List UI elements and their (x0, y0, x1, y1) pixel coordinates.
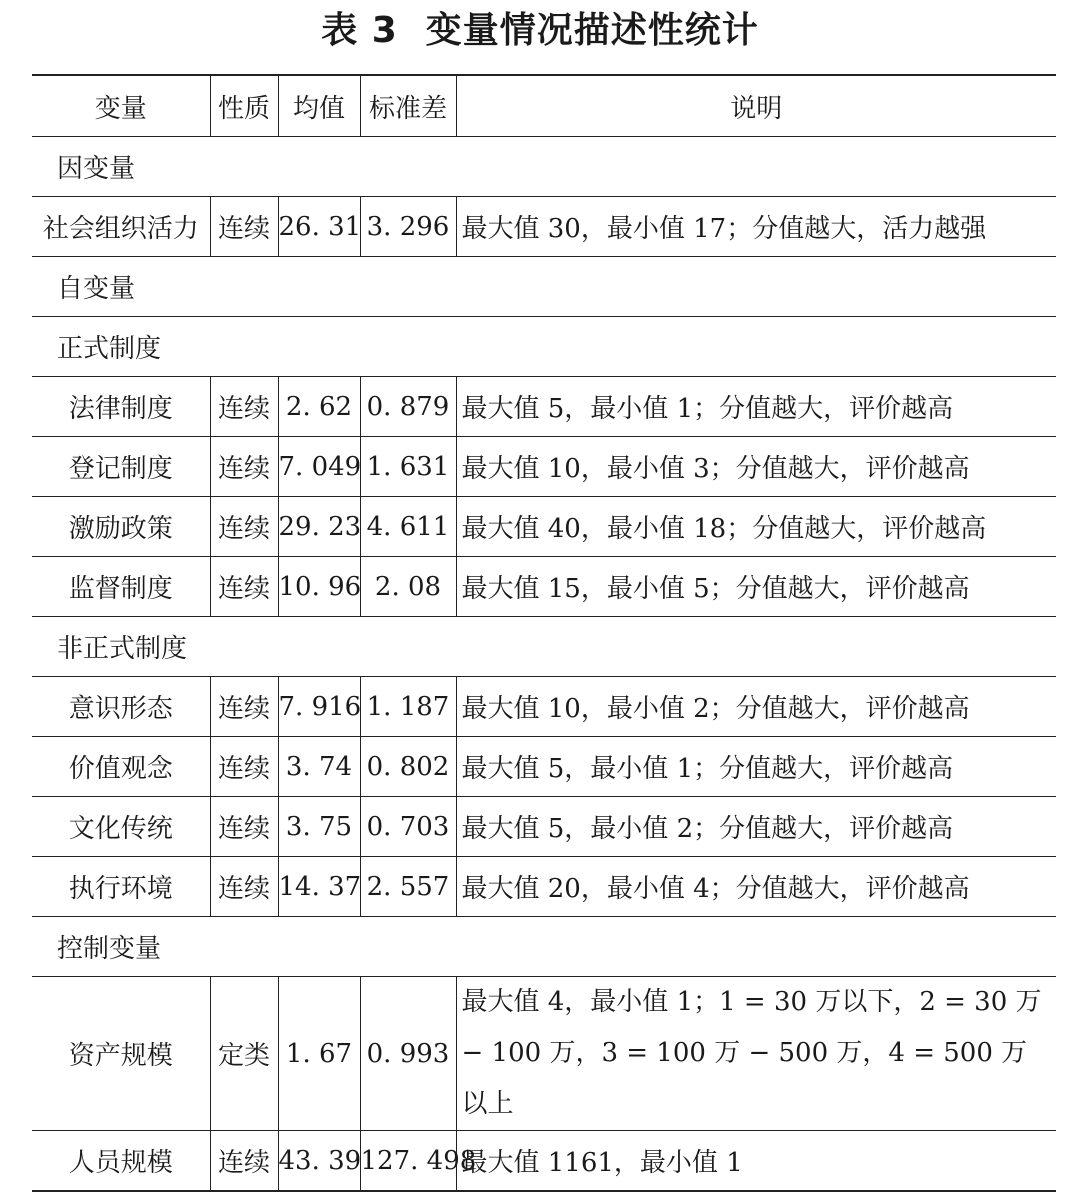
section-informal: 非正式制度 (32, 617, 1056, 677)
cell-note: 最大值 30，最小值 17；分值越大，活力越强 (456, 197, 1056, 257)
cell-sd: 0. 993 (360, 977, 456, 1131)
cell-mean: 7. 916 (278, 677, 360, 737)
table-row (32, 437, 1056, 497)
cell-sd: 2. 08 (360, 557, 456, 617)
table-caption: 变量情况描述性统计 (425, 10, 759, 51)
table-row (32, 797, 1056, 857)
section-control: 控制变量 (32, 917, 1056, 977)
cell-note: 最大值 4，最小值 1；1 = 30 万以下，2 = 30 万 − 100 万，3 = 100 万 − 500 万，4 = 500 万以上 (456, 977, 1056, 1131)
cell-type: 连续 (210, 197, 278, 257)
col-header-variable: 变量 (32, 75, 210, 137)
cell-note: 最大值 10，最小值 2；分值越大，评价越高 (456, 677, 1056, 737)
cell-variable: 价值观念 (32, 737, 210, 797)
col-header-note: 说明 (456, 75, 1056, 137)
section-row (32, 917, 1056, 977)
table-row (32, 557, 1056, 617)
cell-mean: 2. 62 (278, 377, 360, 437)
cell-note: 最大值 40，最小值 18；分值越大，评价越高 (456, 497, 1056, 557)
cell-variable: 登记制度 (32, 437, 210, 497)
cell-variable: 执行环境 (32, 857, 210, 917)
cell-note: 最大值 1161，最小值 1 (456, 1131, 1056, 1192)
cell-sd: 1. 631 (360, 437, 456, 497)
cell-type: 连续 (210, 377, 278, 437)
cell-type: 连续 (210, 857, 278, 917)
cell-mean: 14. 37 (278, 857, 360, 917)
cell-sd: 2. 557 (360, 857, 456, 917)
cell-mean: 7. 049 (278, 437, 360, 497)
cell-note: 最大值 15，最小值 5；分值越大，评价越高 (456, 557, 1056, 617)
cell-sd: 0. 879 (360, 377, 456, 437)
cell-note: 最大值 5，最小值 1；分值越大，评价越高 (456, 377, 1056, 437)
cell-mean: 3. 75 (278, 797, 360, 857)
cell-variable: 法律制度 (32, 377, 210, 437)
cell-sd: 3. 296 (360, 197, 456, 257)
cell-type: 定类 (210, 977, 278, 1131)
cell-note: 最大值 5，最小值 1；分值越大，评价越高 (456, 737, 1056, 797)
section-row (32, 137, 1056, 197)
cell-mean: 43. 39 (278, 1131, 360, 1192)
table-row (32, 977, 1056, 1131)
cell-variable: 社会组织活力 (32, 197, 210, 257)
cell-note: 最大值 20，最小值 4；分值越大，评价越高 (456, 857, 1056, 917)
cell-type: 连续 (210, 797, 278, 857)
cell-type: 连续 (210, 497, 278, 557)
table-row (32, 497, 1056, 557)
section-row (32, 317, 1056, 377)
cell-variable: 意识形态 (32, 677, 210, 737)
table-row (32, 197, 1056, 257)
header-row (32, 75, 1056, 137)
cell-type: 连续 (210, 437, 278, 497)
section-formal: 正式制度 (32, 317, 1056, 377)
cell-mean: 1. 67 (278, 977, 360, 1131)
cell-variable: 资产规模 (32, 977, 210, 1131)
cell-sd: 127. 498 (360, 1131, 456, 1192)
cell-sd: 1. 187 (360, 677, 456, 737)
section-row (32, 257, 1056, 317)
cell-type: 连续 (210, 1131, 278, 1192)
table-row (32, 1131, 1056, 1192)
section-dependent: 因变量 (32, 137, 1056, 197)
table-row (32, 677, 1056, 737)
col-header-type: 性质 (210, 75, 278, 137)
cell-sd: 4. 611 (360, 497, 456, 557)
cell-variable: 人员规模 (32, 1131, 210, 1192)
col-header-mean: 均值 (278, 75, 360, 137)
col-header-sd: 标准差 (360, 75, 456, 137)
cell-variable: 激励政策 (32, 497, 210, 557)
cell-variable: 监督制度 (32, 557, 210, 617)
table-row (32, 377, 1056, 437)
section-row (32, 617, 1056, 677)
cell-mean: 3. 74 (278, 737, 360, 797)
descriptive-statistics-table (32, 74, 1056, 1192)
cell-note: 最大值 5，最小值 2；分值越大，评价越高 (456, 797, 1056, 857)
table-row (32, 737, 1056, 797)
cell-type: 连续 (210, 677, 278, 737)
cell-mean: 26. 31 (278, 197, 360, 257)
cell-type: 连续 (210, 557, 278, 617)
cell-type: 连续 (210, 737, 278, 797)
cell-sd: 0. 703 (360, 797, 456, 857)
table-title (0, 6, 1080, 56)
cell-variable: 文化传统 (32, 797, 210, 857)
cell-mean: 10. 96 (278, 557, 360, 617)
table-number: 表 3 (321, 10, 398, 51)
cell-sd: 0. 802 (360, 737, 456, 797)
cell-mean: 29. 23 (278, 497, 360, 557)
cell-note: 最大值 10，最小值 3；分值越大，评价越高 (456, 437, 1056, 497)
table-row (32, 857, 1056, 917)
section-independent: 自变量 (32, 257, 1056, 317)
